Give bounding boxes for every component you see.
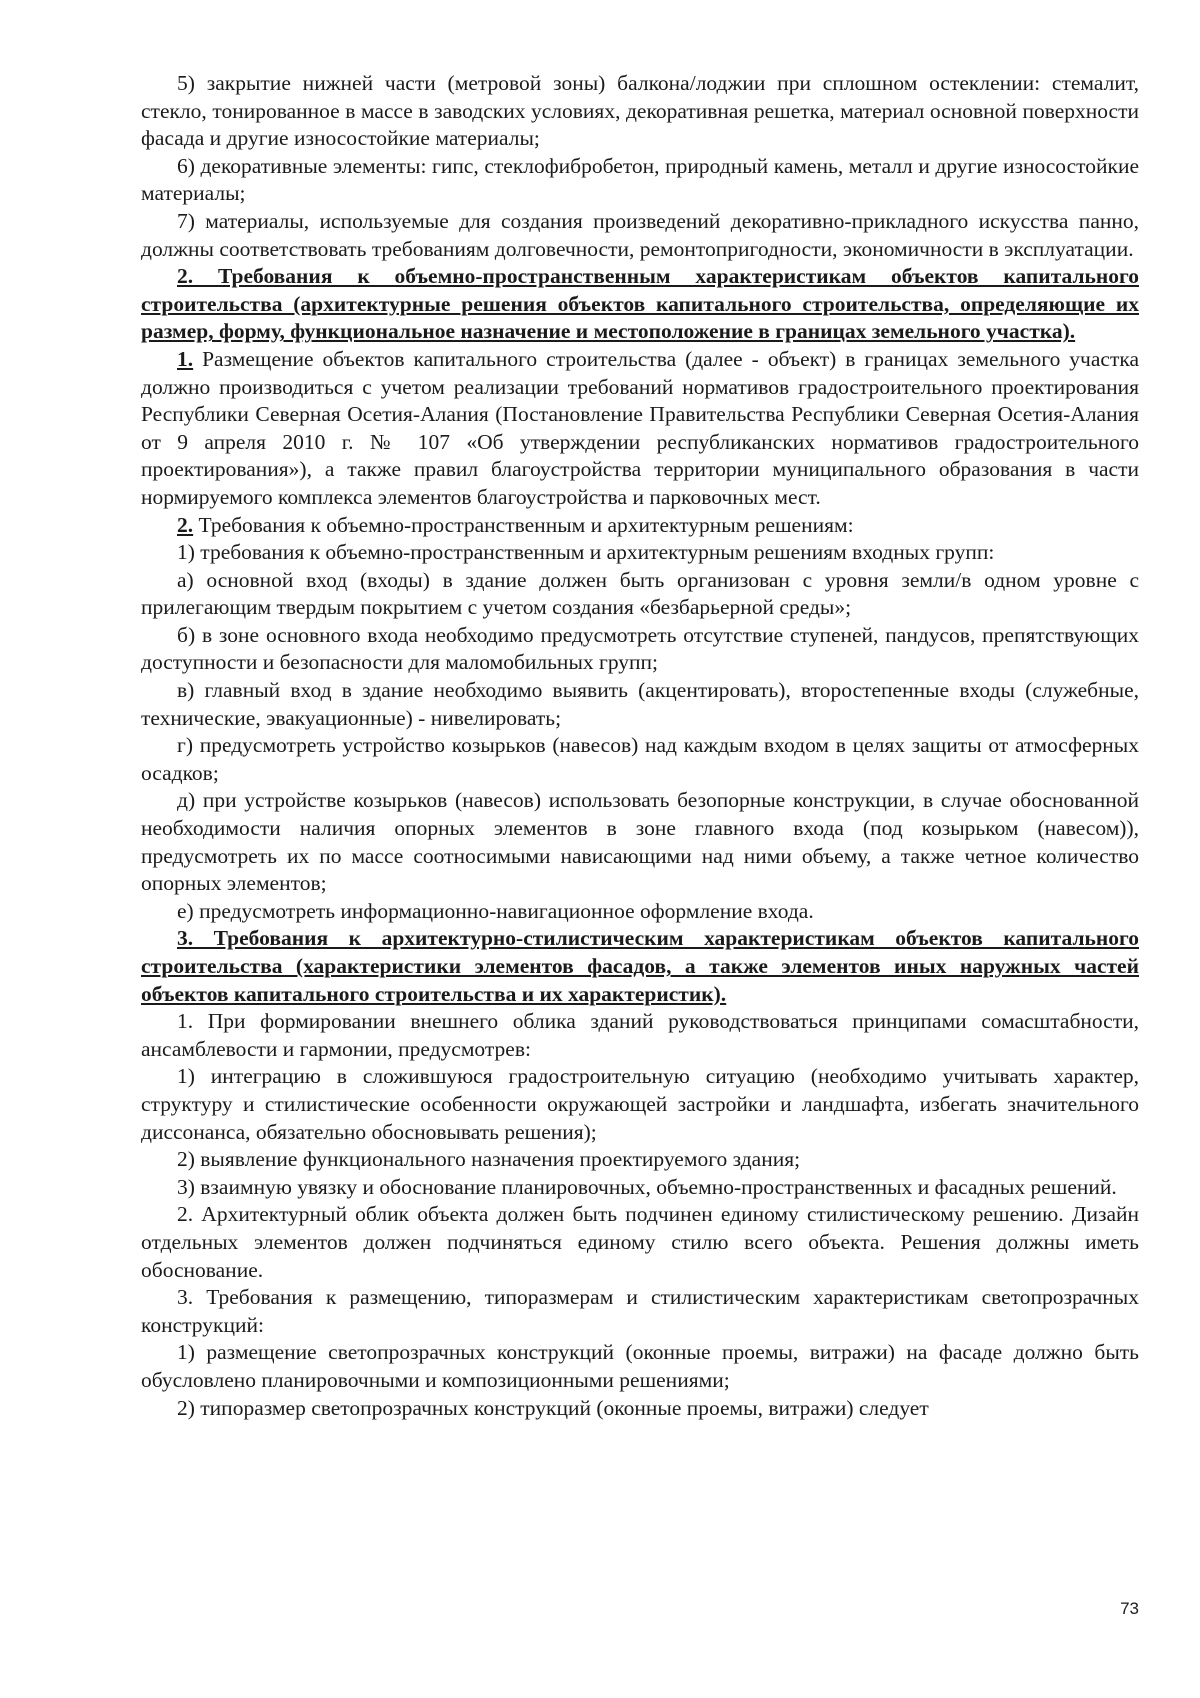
list-item: г) предусмотреть устройство козырьков (навесов) над каждым входом в целях защиты от атмосферных осадков; bbox=[141, 733, 1139, 785]
paragraph: 2. Архитектурный облик объекта должен быть подчинен единому стилистическому решению. Дизайн отдельных элементов должен подчиняться единому стилю всего объекта. Решения должны иметь обоснование. bbox=[141, 1202, 1139, 1282]
paragraph bbox=[141, 346, 1139, 512]
paragraph-text: Требования к объемно-пространственным и архитектурным решениям: bbox=[193, 512, 854, 537]
document-body bbox=[141, 70, 1139, 1422]
list-item: д) при устройстве козырьков (навесов) использовать безопорные конструкции, в случае обоснованной необходимости наличия опорных элементов в зоне главного входа (под козырьком (навесом)), предусмотреть их по массе соотносимыми нависающими над ними объему, а также четное количество опорных элементов; bbox=[141, 788, 1139, 896]
list-item: 1) интеграцию в сложившуюся градостроительную ситуацию (необходимо учитывать характер, структуру и стилистические особенности окружающей застройки и ландшафта, избегать значительного диссонанса, обязательно обосновывать решения); bbox=[141, 1064, 1139, 1144]
list-item: а) основной вход (входы) в здание должен быть организован с уровня земли/в одном уровне с прилегающим твердым покрытием с учетом создания «безбарьерной среды»; bbox=[141, 567, 1139, 620]
item-number: 1. bbox=[177, 346, 194, 371]
list-item: 3) взаимную увязку и обоснование планировочных, объемно-пространственных и фасадных решений. bbox=[177, 1174, 1117, 1199]
list-item: 2) типоразмер светопрозрачных конструкций (оконные проемы, витражи) следует bbox=[177, 1395, 929, 1420]
paragraph bbox=[141, 512, 1139, 540]
list-item: 2) выявление функционального назначения проектируемого здания; bbox=[177, 1147, 801, 1172]
section-heading-2: 2. Требования к объемно-пространственным характеристикам объектов капитального строительства (архитектурные решения объектов капитального строительства, определяющие их размер, форму, функциональное назначение и местоположение в границах земельного участка). bbox=[141, 264, 1139, 344]
page-number: 73 bbox=[1120, 1599, 1139, 1618]
paragraph: 3. Требования к размещению, типоразмерам и стилистическим характеристикам светопрозрачных конструкций: bbox=[141, 1285, 1139, 1337]
list-item: 1) требования к объемно-пространственным и архитектурным решениям входных групп: bbox=[177, 540, 995, 565]
section-heading-3: 3. Требования к архитектурно-стилистическим характеристикам объектов капитального строительства (характеристики элементов фасадов, а также элементов иных наружных частей объектов капитального строительства и их характеристик). bbox=[141, 926, 1139, 1006]
list-item: е) предусмотреть информационно-навигационное оформление входа. bbox=[177, 898, 814, 923]
list-item: в) главный вход в здание необходимо выявить (акцентировать), второстепенные входы (служебные, технические, эвакуационные) - нивелировать; bbox=[141, 678, 1139, 730]
paragraph: 6) декоративные элементы: гипс, стеклофибробетон, природный камень, металл и другие износостойкие материалы; bbox=[141, 153, 1139, 206]
list-item: б) в зоне основного входа необходимо предусмотреть отсутствие ступеней, пандусов, препятствующих доступности и безопасности для маломобильных групп; bbox=[141, 622, 1139, 675]
item-number: 2. bbox=[177, 512, 194, 537]
paragraph: 5) закрытие нижней части (метровой зоны) балкона/лоджии при сплошном остеклении: стемалит, стекло, тонированное в массе в заводских условиях, декоративная решетка, материал основной поверхности фасада и другие износостойкие материалы; bbox=[141, 71, 1139, 151]
list-item: 1) размещение светопрозрачных конструкций (оконные проемы, витражи) на фасаде должно быть обусловлено планировочными и композиционными решениями; bbox=[141, 1340, 1139, 1392]
paragraph-text: Размещение объектов капитального строительства (далее - объект) в границах земельного участка должно производиться с учетом реализации требований нормативов градостроительного проектирования Республики Северная Осетия-Алания (Постановление Правительства Республики Северная Осетия-Алания от 9 апреля 2010 г. № 107 «Об утверждении республиканских нормативов градостроительного проектирования»), а также правил благоустройства территории муниципального образования в части нормируемого комплекса элементов благоустройства и парковочных мест. bbox=[141, 346, 1139, 509]
paragraph: 7) материалы, используемые для создания произведений декоративно-прикладного искусства панно, должны соответствовать требованиям долговечности, ремонтопригодности, экономичности в эксплуатации. bbox=[141, 208, 1139, 261]
paragraph: 1. При формировании внешнего облика зданий руководствоваться принципами сомасштабности, ансамблевости и гармонии, предусмотрев: bbox=[141, 1009, 1139, 1061]
